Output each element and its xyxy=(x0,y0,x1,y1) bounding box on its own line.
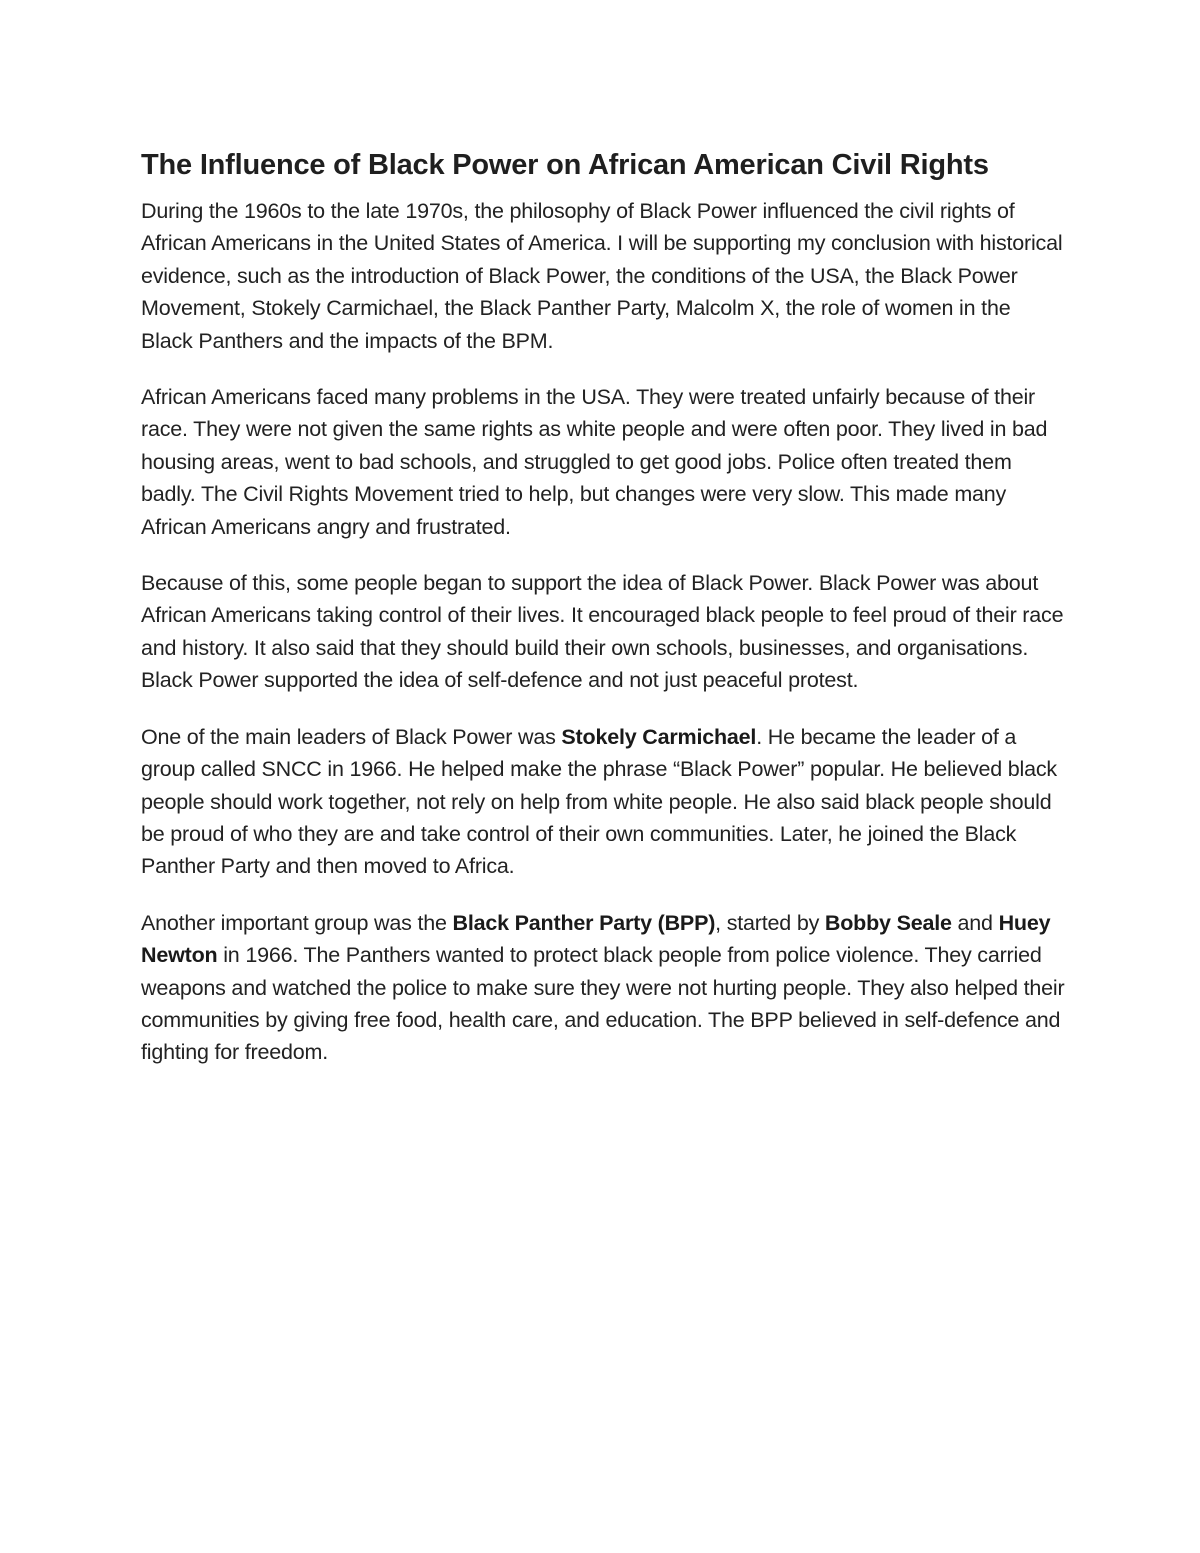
paragraph-black-panther-party xyxy=(141,907,1066,1069)
paragraph-conditions xyxy=(141,381,1066,543)
paragraph-stokely-carmichael xyxy=(141,721,1066,883)
paragraph-text: and xyxy=(951,910,999,935)
paragraph-text: , started by xyxy=(715,910,825,935)
bold-name-huey-newton: Huey Newton xyxy=(141,910,1051,968)
paragraph-text: During the 1960s to the late 1970s, the philosophy of Black Power influenced the civil rights of African Americans in the United States of America. I will be supporting my conclusion with historical evidence, such as the introduction of Black Power, the conditions of the USA, the Black Power Movement, Stokely Carmichael, the Black Panther Party, Malcolm X, the role of women in the Black Panthers and the impacts of the BPM. xyxy=(141,199,1063,353)
paragraph-introduction xyxy=(141,195,1066,357)
paragraph-text: in 1966. The Panthers wanted to protect black people from police violence. They carried weapons and watched the police to make sure they were not hurting people. They also helped their communities by giving free food, health care, and education. The BPP believed in self-defence and fighting for freedom. xyxy=(141,943,1065,1065)
bold-name-bobby-seale: Bobby Seale xyxy=(824,910,952,935)
document-title: The Influence of Black Power on African American Civil Rights xyxy=(141,149,989,181)
paragraph-text: One of the main leaders of Black Power was xyxy=(141,724,562,749)
paragraph-black-power xyxy=(141,567,1066,697)
bold-name-stokely-carmichael: Stokely Carmichael xyxy=(561,724,757,749)
paragraph-text: African Americans faced many problems in the USA. They were treated unfairly because of their race. They were not given the same rights as white people and were often poor. They lived in bad housing areas, went to bad schools, and struggled to get good jobs. Police often treated them badly. The Civil Rights Movement tried to help, but changes were very slow. This made many African Americans angry and frustrated. xyxy=(141,385,1048,539)
paragraph-text: . He became the leader of a group called SNCC in 1966. He helped make the phrase “Black Power” popular. He believed black people should work together, not rely on help from white people. He also said black people should be proud of who they are and take control of their own communities. Later, he joined the Black Panther Party and then moved to Africa. xyxy=(141,724,1057,879)
paragraph-text: Because of this, some people began to support the idea of Black Power. Black Power was about African Americans taking control of their lives. It encouraged black people to feel proud of their race and history. It also said that they should build their own schools, businesses, and organisations. Black Power supported the idea of self-defence and not just peaceful protest. xyxy=(141,571,1064,693)
document-page xyxy=(141,138,1066,1093)
paragraph-text: Another important group was the xyxy=(141,910,453,935)
bold-name-black-panther-party: Black Panther Party (BPP) xyxy=(452,910,716,935)
